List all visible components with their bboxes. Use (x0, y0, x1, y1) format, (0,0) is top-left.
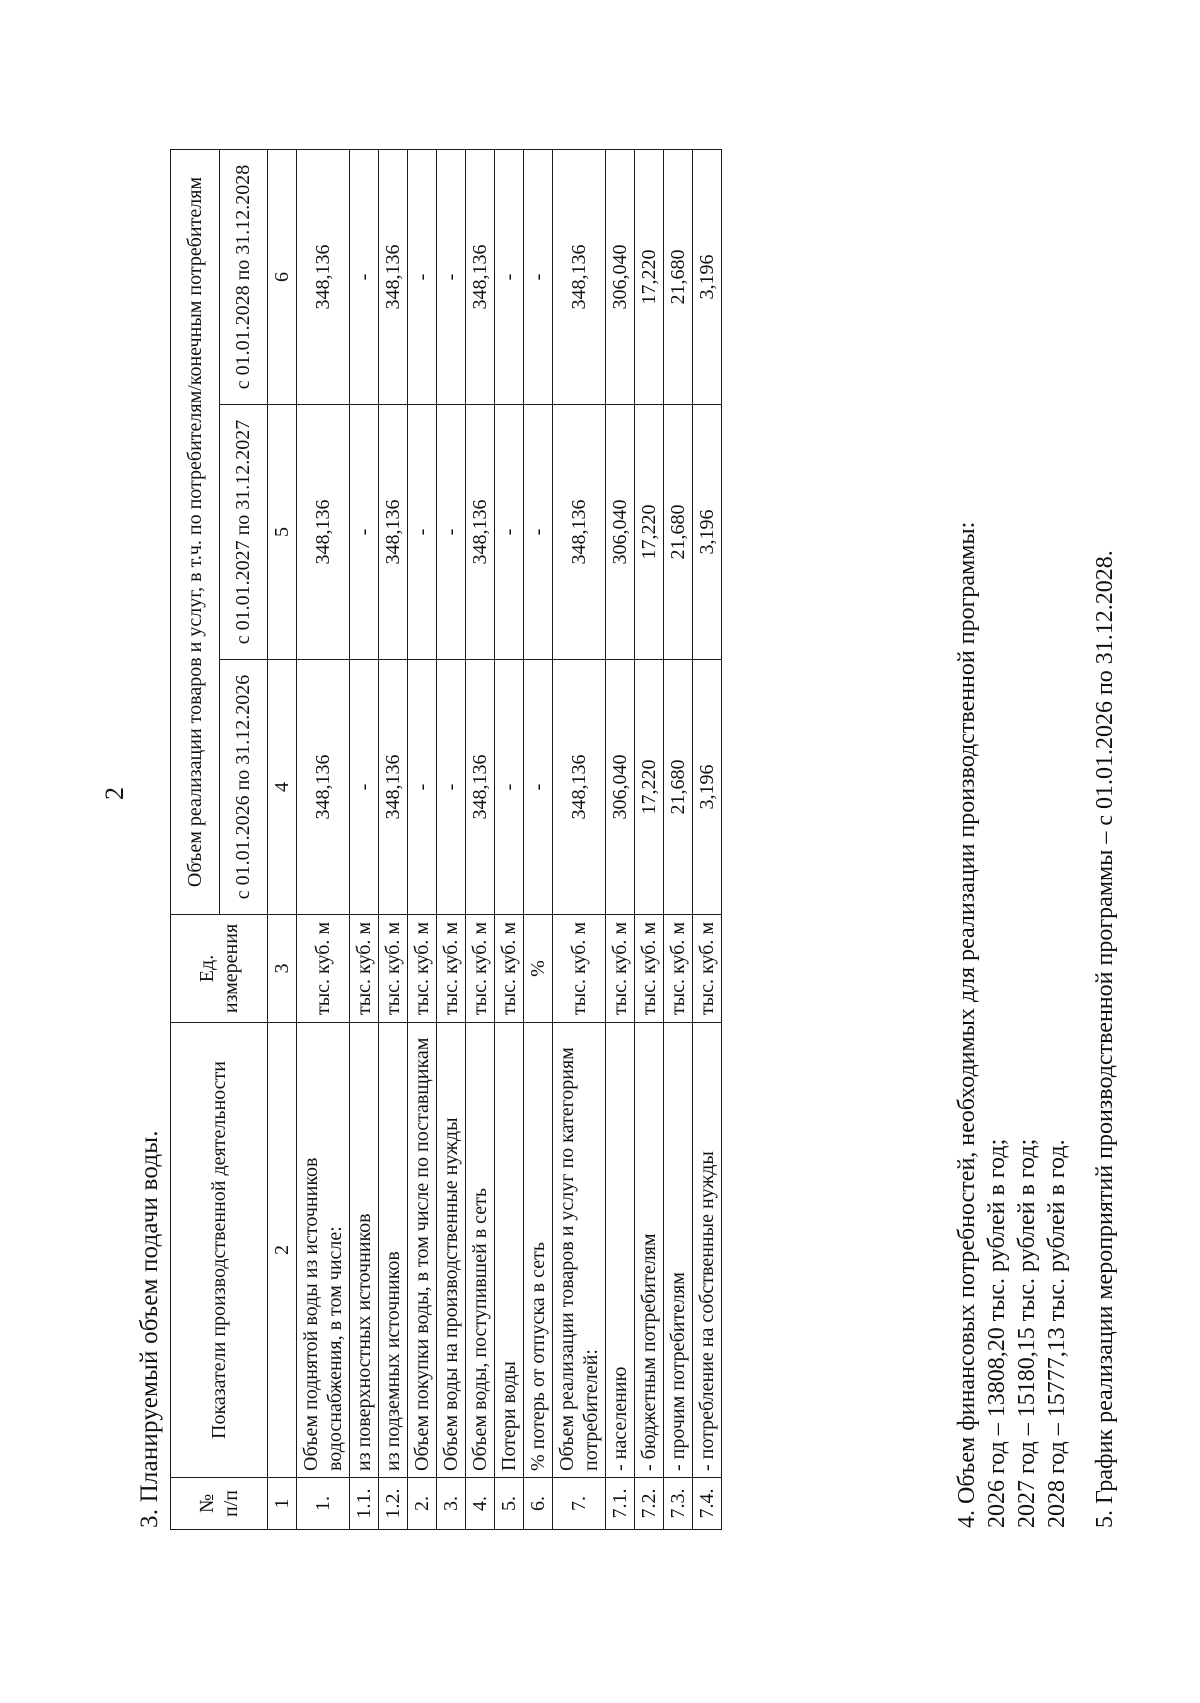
row-unit: тыс. куб. м (495, 915, 524, 1023)
section-3-title: 3. Планируемый объем подачи воды. (136, 1130, 163, 1528)
header-period-2026: с 01.01.2026 по 31.12.2026 (219, 660, 268, 915)
row-value-2027: - (524, 405, 553, 660)
row-indicator: % потерь от отпуска в сеть (524, 1023, 553, 1478)
header-num: № п/п (171, 1478, 268, 1530)
row-value-2028: 21,680 (664, 150, 693, 405)
row-value-2028: - (350, 150, 379, 405)
table-row (466, 150, 495, 1530)
row-indicator: Объем поднятой воды из источников водоснабжения, в том числе: (297, 1023, 350, 1478)
row-value-2027: - (350, 405, 379, 660)
row-unit: тыс. куб. м (379, 915, 408, 1023)
row-value-2028: 348,136 (379, 150, 408, 405)
row-value-2028: - (408, 150, 437, 405)
table-row (350, 150, 379, 1530)
row-unit: тыс. куб. м (693, 915, 722, 1023)
table-row (553, 150, 606, 1530)
rotated-page (100, 40, 1200, 1600)
row-value-2026: 348,136 (379, 660, 408, 915)
row-value-2028: 3,196 (693, 150, 722, 405)
row-unit: тыс. куб. м (408, 915, 437, 1023)
table-row (297, 150, 350, 1530)
row-value-2026: 306,040 (606, 660, 635, 915)
header-volume-group: Объем реализации товаров и услуг, в т.ч. по потребителям/конечным потребителям (171, 150, 220, 915)
row-indicator: Объем воды, поступившей в сеть (466, 1023, 495, 1478)
row-num: 6. (524, 1478, 553, 1530)
table-row (524, 150, 553, 1530)
row-value-2027: 306,040 (606, 405, 635, 660)
row-indicator: Объем воды на производственные нужды (437, 1023, 466, 1478)
row-num: 5. (495, 1478, 524, 1530)
row-value-2027: 17,220 (635, 405, 664, 660)
table-row (693, 150, 722, 1530)
row-value-2026: - (408, 660, 437, 915)
row-num: 7. (553, 1478, 606, 1530)
column-number: 5 (268, 405, 297, 660)
header-indicator: Показатели производственной деятельности (171, 1023, 268, 1478)
section-4-heading: 4. Объем финансовых потребностей, необходимых для реализации производственной программы: (954, 521, 980, 1528)
header-period-2027: с 01.01.2027 по 31.12.2027 (219, 405, 268, 660)
row-value-2027: - (437, 405, 466, 660)
table-row (664, 150, 693, 1530)
row-value-2026: 17,220 (635, 660, 664, 915)
row-value-2027: 348,136 (379, 405, 408, 660)
table-row (408, 150, 437, 1530)
table-row (606, 150, 635, 1530)
row-value-2026: 348,136 (466, 660, 495, 915)
row-value-2027: - (495, 405, 524, 660)
row-value-2026: 3,196 (693, 660, 722, 915)
column-number: 6 (268, 150, 297, 405)
row-value-2028: - (495, 150, 524, 405)
row-unit: тыс. куб. м (297, 915, 350, 1023)
row-value-2027: 348,136 (553, 405, 606, 660)
row-value-2026: 348,136 (553, 660, 606, 915)
row-value-2028: 348,136 (466, 150, 495, 405)
row-num: 3. (437, 1478, 466, 1530)
row-unit: тыс. куб. м (606, 915, 635, 1023)
row-value-2027: 348,136 (466, 405, 495, 660)
row-value-2028: - (437, 150, 466, 405)
row-unit: % (524, 915, 553, 1023)
row-value-2026: 348,136 (297, 660, 350, 915)
page-number: 2 (100, 787, 129, 800)
table-row (379, 150, 408, 1530)
row-value-2026: - (524, 660, 553, 915)
row-value-2028: - (524, 150, 553, 405)
section-4-financial-needs (952, 522, 1072, 1528)
row-unit: тыс. куб. м (350, 915, 379, 1023)
row-value-2028: 348,136 (297, 150, 350, 405)
row-unit: тыс. куб. м (437, 915, 466, 1023)
column-number: 1 (268, 1478, 297, 1530)
row-value-2027: - (408, 405, 437, 660)
row-indicator: - прочим потребителям (664, 1023, 693, 1478)
row-value-2026: - (495, 660, 524, 915)
column-number: 4 (268, 660, 297, 915)
row-num: 1.1. (350, 1478, 379, 1530)
water-volume-table (170, 149, 722, 1530)
row-num: 2. (408, 1478, 437, 1530)
row-value-2028: 17,220 (635, 150, 664, 405)
row-num: 4. (466, 1478, 495, 1530)
financial-line-2026: 2026 год – 13808,20 тыс. рублей в год; (984, 1138, 1010, 1528)
column-number: 3 (268, 915, 297, 1023)
row-num: 7.1. (606, 1478, 635, 1530)
table-header-row (171, 150, 220, 1530)
column-numbers-row (268, 150, 297, 1530)
row-value-2026: - (350, 660, 379, 915)
row-value-2028: 348,136 (553, 150, 606, 405)
section-5-schedule: 5. График реализации мероприятий производственной программы – с 01.01.2026 по 31.12.2028. (1092, 550, 1118, 1528)
row-indicator: из подземных источников (379, 1023, 408, 1478)
row-num: 7.3. (664, 1478, 693, 1530)
row-num: 1. (297, 1478, 350, 1530)
row-indicator: - бюджетным потребителям (635, 1023, 664, 1478)
row-value-2026: - (437, 660, 466, 915)
row-value-2027: 21,680 (664, 405, 693, 660)
row-indicator: - населению (606, 1023, 635, 1478)
row-value-2028: 306,040 (606, 150, 635, 405)
row-unit: тыс. куб. м (664, 915, 693, 1023)
row-num: 7.4. (693, 1478, 722, 1530)
financial-line-2028: 2028 год – 15777,13 тыс. рублей в год. (1044, 1139, 1070, 1528)
row-indicator: из поверхностных источников (350, 1023, 379, 1478)
row-unit: тыс. куб. м (466, 915, 495, 1023)
table-row (495, 150, 524, 1530)
row-num: 1.2. (379, 1478, 408, 1530)
row-value-2027: 348,136 (297, 405, 350, 660)
table-row (437, 150, 466, 1530)
row-indicator: - потребление на собственные нужды (693, 1023, 722, 1478)
row-indicator: Потери воды (495, 1023, 524, 1478)
row-unit: тыс. куб. м (553, 915, 606, 1023)
header-unit: Ед. измерения (171, 915, 268, 1023)
row-indicator: Объем реализации товаров и услуг по категориям потребителей: (553, 1023, 606, 1478)
row-indicator: Объем покупки воды, в том числе по поставщикам (408, 1023, 437, 1478)
row-unit: тыс. куб. м (635, 915, 664, 1023)
row-value-2026: 21,680 (664, 660, 693, 915)
financial-line-2027: 2027 год – 15180,15 тыс. рублей в год; (1014, 1138, 1040, 1528)
header-period-2028: с 01.01.2028 по 31.12.2028 (219, 150, 268, 405)
column-number: 2 (268, 1023, 297, 1478)
row-num: 7.2. (635, 1478, 664, 1530)
row-value-2027: 3,196 (693, 405, 722, 660)
table-row (635, 150, 664, 1530)
